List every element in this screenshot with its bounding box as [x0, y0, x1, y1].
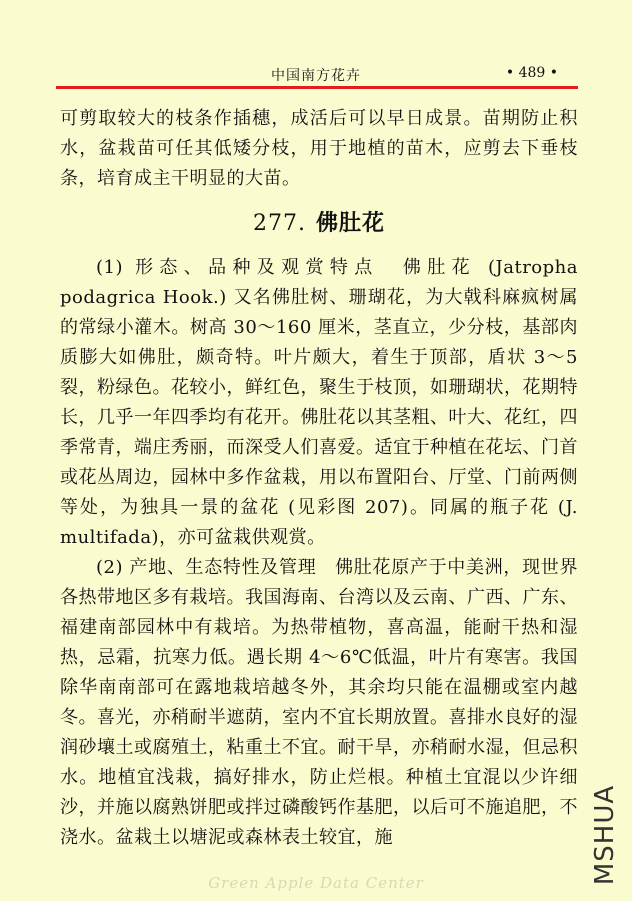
page-number: • 489 •: [505, 65, 558, 81]
book-title: 中国南方花卉: [271, 68, 361, 84]
section-title: 佛肚花: [315, 210, 385, 236]
side-watermark-text: MSHUA: [590, 784, 620, 886]
section-number: 277.: [253, 211, 306, 236]
page-body: [60, 104, 578, 853]
watermark-text: Green Apple Data Center: [208, 874, 424, 892]
side-watermark: [580, 780, 630, 890]
running-header: [56, 62, 576, 84]
intro-paragraph: 可剪取较大的枝条作插穗，成活后可以早日成景。苗期防止积水，盆栽苗可任其低矮分枝，用于地植的苗木，应剪去下垂枝条，培育成主干明显的大苗。: [60, 108, 578, 189]
header-rule: [56, 86, 578, 89]
section-heading: [60, 208, 578, 239]
paragraph-habitat: (2) 产地、生态特性及管理 佛肚花原产于中美洲，现世界各热带地区多有栽培。我国海南、台湾以及云南、广西、广东、福建南部园林中有栽培。为热带植物，喜高温，能耐干热和湿热，忌霜，抗寒力低。遇长期 4～6℃低温，叶片有寒害。我国除华南南部可在露地栽培越冬外，其余均只能在温棚或室内越冬。喜光，亦稍耐半遮荫，室内不宜长期放置。喜排水良好的湿润砂壤土或腐殖土，粘重土不宜。耐干旱，亦稍耐水湿，但忌积水。地植宜浅栽，搞好排水，防止烂根。种植土宜混以少许细沙，并施以腐熟饼肥或拌过磷酸钙作基肥，以后可不施追肥，不浇水。盆栽土以塘泥或森林表土较宜，施: [60, 557, 578, 848]
paragraph-morphology: (1) 形态、品种及观赏特点 佛肚花 (Jatropha podagrica Hook.) 又名佛肚树、珊瑚花，为大戟科麻疯树属的常绿小灌木。树高 30～160 厘米，茎直立，少分枝，基部肉质膨大如佛肚，颇奇特。叶片颇大，着生于顶部，盾状 3～5 裂，粉绿色。花较小，鲜红色，聚生于枝顶，如珊瑚状，花期特长，几乎一年四季均有花开。佛肚花以其茎粗、叶大、花红，四季常青，端庄秀丽，而深受人们喜爱。适宜于种植在花坛、门首或花丛周边，园林中多作盆栽，用以布置阳台、厅堂、门前两侧等处，为独具一景的盆花 (见彩图 207)。同属的瓶子花 (J. multifada)，亦可盆栽供观赏。: [60, 257, 578, 548]
